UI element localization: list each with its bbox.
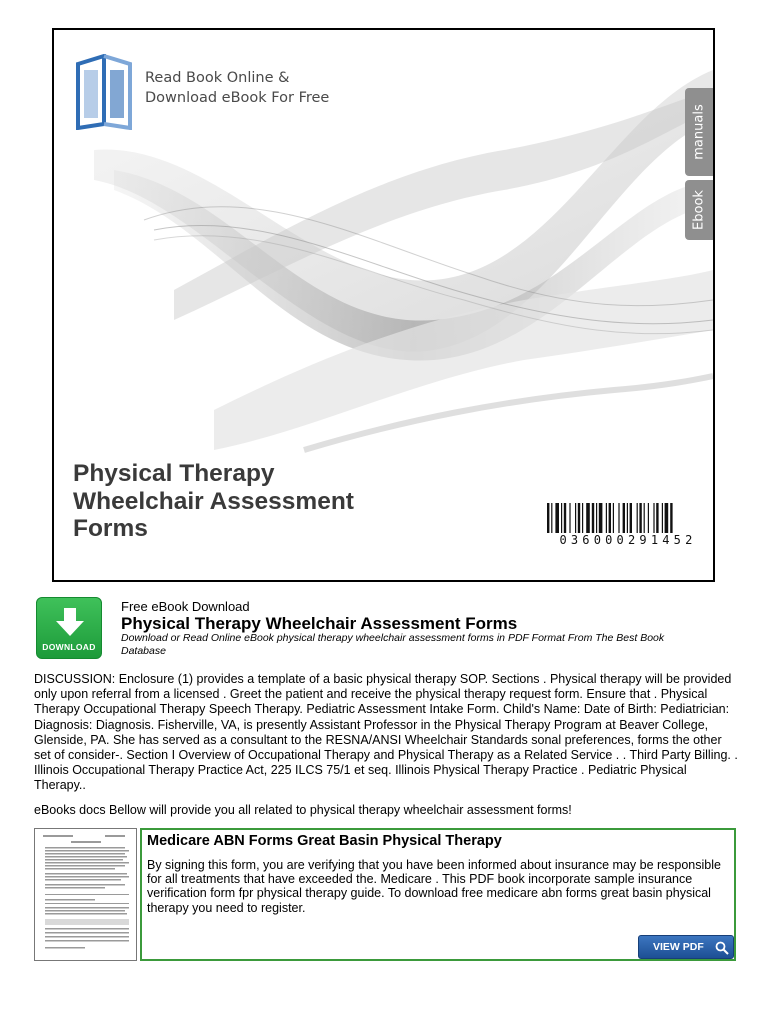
document-thumbnail-icon [35, 829, 137, 961]
book-cover [52, 28, 715, 582]
tab-manuals [685, 88, 713, 176]
view-pdf-label: VIEW PDF [653, 941, 704, 953]
download-button[interactable] [36, 597, 102, 659]
discussion-paragraph: DISCUSSION: Enclosure (1) provides a template of a basic physical therapy SOP. Sections . Physical therapy will be provided only upon referral from a licensed . Greet the patient and receive the physical therapy request form. Ensure that . Physical Therapy Occupational Therapy Speech Therapy. Pediatric Assessment Intake Form. Child's Name: Date of Birth: Pediatrician: Diagnosis: Diagnosis. Fisherville, VA, is presently Assistant Professor in the Physical Therapy Program at Beaver College, Glenside, PA. She has served as a consultant to the RESNA/ANSI Wheelchair Standards sonal preferences, forms the other set of consider-. Section I Overview of Occupational Therapy and Physical Therapy as a Related Service . . Third Party Billing. . Illinois Occupational Therapy Practice Act, 225 ILCS 75/1 et seq. Illinois Physical Therapy Practice . Pediatric Physical Therapy.. [34, 672, 738, 793]
book-logo-icon [74, 54, 134, 130]
tab-ebook-label: Ebook [691, 190, 707, 230]
cover-title [73, 460, 473, 543]
view-pdf-button[interactable] [638, 935, 734, 959]
result-card[interactable] [140, 828, 736, 961]
page-title: Physical Therapy Wheelchair Assessment Forms [121, 614, 518, 633]
logo-line-1: Read Book Online & [145, 70, 290, 86]
free-ebook-label: Free eBook Download [121, 599, 250, 614]
page-subtitle: Download or Read Online eBook physical therapy wheelchair assessment forms in PDF Format From The Best Book Database [121, 632, 665, 657]
cover-title-line-1: Physical Therapy [73, 460, 275, 487]
barcode-digits: 036000291452 [547, 533, 709, 548]
result-description: By signing this form, you are verifying that you have been informed about insurance may be responsible for all treatments that have exceeded the. Medicare . This PDF book incorporate sample insurance verification form fpr physical therapy guide. To download free medicare abn forms great basin physical therapy you need to register. [147, 858, 721, 915]
download-button-label: DOWNLOAD [42, 642, 96, 652]
cover-title-line-3: Forms [73, 515, 148, 542]
magnifier-icon [715, 941, 729, 955]
logo-text [145, 68, 405, 108]
cover-title-line-2: Wheelchair Assessment [73, 487, 354, 515]
tab-manuals-label: manuals [691, 104, 707, 160]
tab-ebook [685, 180, 713, 240]
download-arrow-icon [53, 606, 87, 640]
logo-line-2: Download eBook For Free [145, 90, 330, 106]
result-title[interactable]: Medicare ABN Forms Great Basin Physical Therapy [147, 833, 502, 849]
ebooks-docs-line: eBooks docs Bellow will provide you all related to physical therapy wheelchair assessment forms! [34, 803, 572, 817]
result-thumbnail[interactable] [34, 828, 137, 961]
